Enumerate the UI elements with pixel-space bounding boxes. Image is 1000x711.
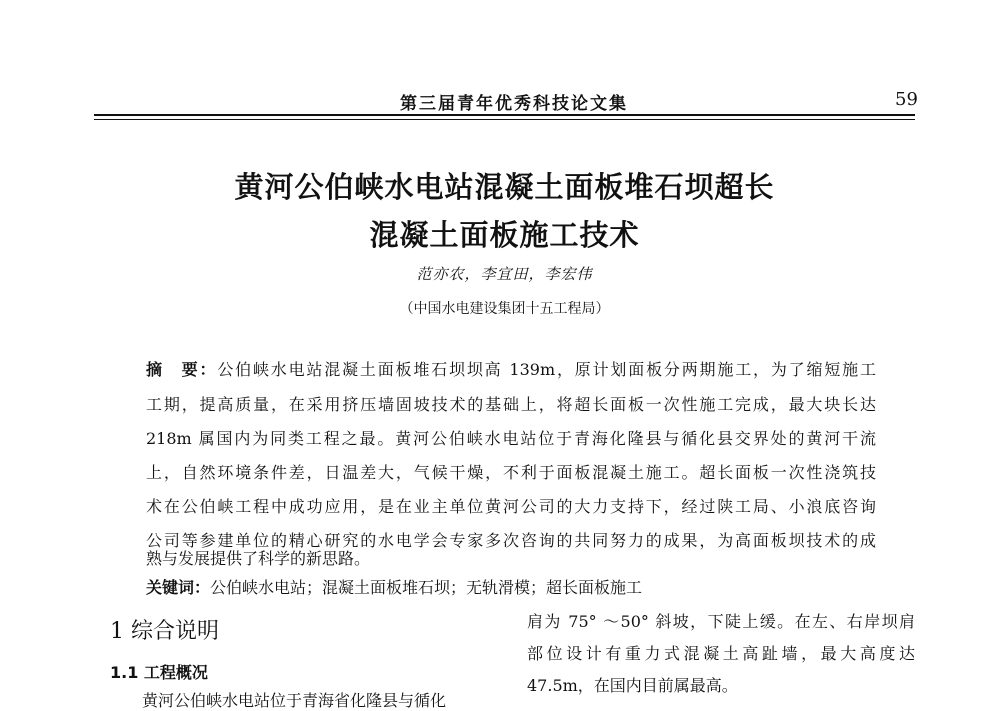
abstract-last-line: 熟与发展提供了科学的新思路。 bbox=[146, 549, 371, 568]
abstract-line: 术在公伯峡工程中成功应用，是在业主单位黄河公司的大力支持下，经过陕工局、小浪底咨询 bbox=[146, 497, 876, 516]
section-heading: 1 综合说明 bbox=[110, 619, 219, 644]
paper-title-line-1: 黄河公伯峡水电站混凝土面板堆石坝超长 bbox=[234, 170, 775, 204]
header-rule-thin bbox=[94, 119, 915, 120]
abstract-line: 上，自然环境条件差，日温差大，气候干燥，不利于面板混凝土施工。超长面板一次性浇筑技 bbox=[146, 463, 876, 482]
abstract-line: 公司等参建单位的精心研究的水电学会专家多次咨询的共同努力的成果，为高面板坝技术的成 bbox=[146, 531, 876, 550]
abstract-line: 摘 要：公伯峡水电站混凝土面板堆石坝坝高 139m，原计划面板分两期施工，为了缩短施工 bbox=[146, 360, 876, 379]
journal-title: 第三届青年优秀科技论文集 bbox=[400, 94, 628, 114]
abstract-line: 218m 属国内为同类工程之最。黄河公伯峡水电站位于青海化隆县与循化县交界处的黄河干流 bbox=[146, 429, 876, 448]
keywords-label: 关键词： bbox=[146, 578, 211, 597]
left-column-text: 黄河公伯峡水电站位于青海省化隆县与循化 bbox=[142, 691, 447, 710]
abstract-line: 工期，提高质量，在采用挤压墙固坡技术的基础上，将超长面板一次性施工完成，最大块长达 bbox=[146, 395, 876, 414]
keywords-text: 公伯峡水电站；混凝土面板堆石坝；无轨滑模；超长面板施工 bbox=[210, 578, 643, 597]
right-column-line: 部位设计有重力式混凝土高趾墙，最大高度达 bbox=[527, 644, 915, 663]
author-list: 范亦农，李宜田，李宏伟 bbox=[416, 265, 593, 283]
affiliation: （中国水电建设集团十五工程局） bbox=[399, 301, 610, 317]
right-column-line: 47.5m，在国内目前属最高。 bbox=[527, 676, 738, 695]
right-column-line: 肩为 75° ～50° 斜坡，下陡上缓。在左、右岸坝肩 bbox=[527, 612, 915, 631]
page-number: 59 bbox=[895, 89, 918, 110]
keywords bbox=[146, 575, 642, 598]
subsection-heading: 1.1 工程概况 bbox=[110, 663, 208, 682]
header-rule-thick bbox=[94, 114, 915, 116]
abstract-label: 摘 要： bbox=[146, 360, 218, 379]
paper-title-line-2: 混凝土面板施工技术 bbox=[369, 218, 640, 252]
